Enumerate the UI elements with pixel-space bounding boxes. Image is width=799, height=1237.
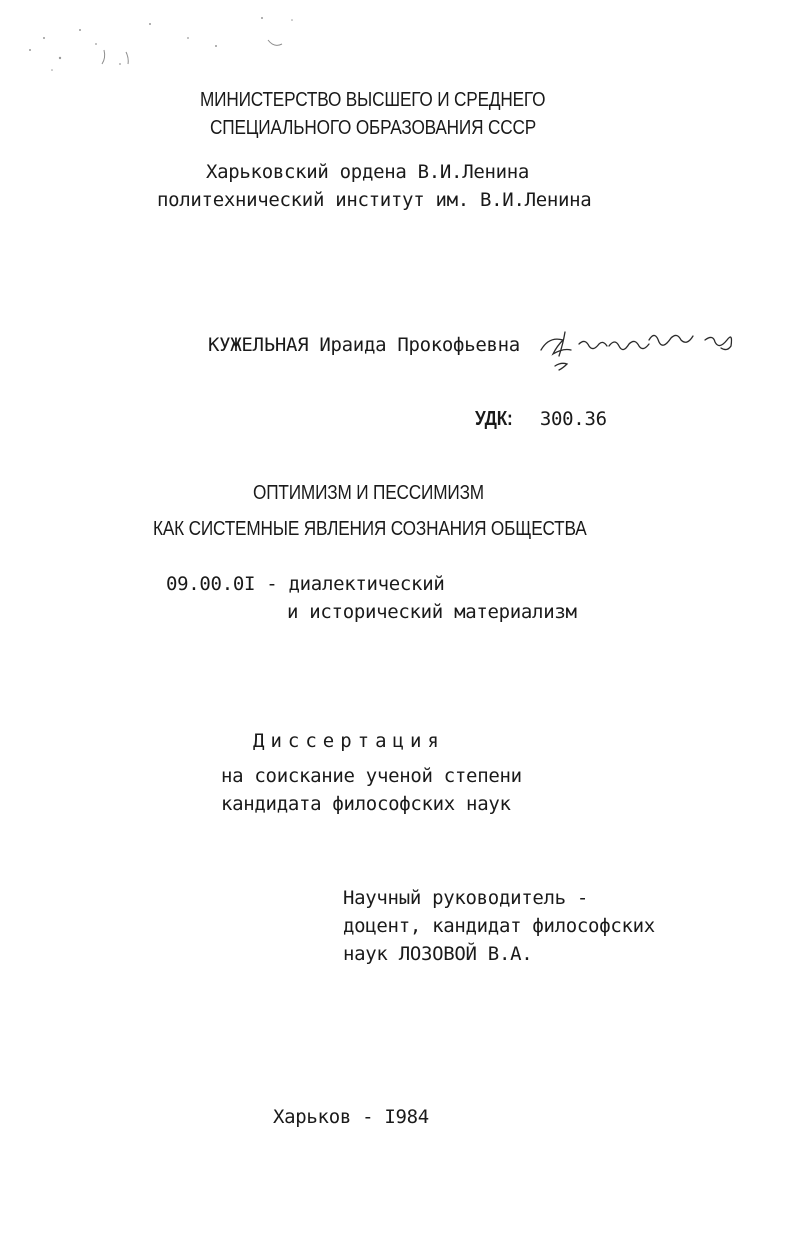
title-line-1: ОПТИМИЗМ И ПЕССИМИЗМ: [253, 482, 484, 504]
title-line-2: КАК СИСТЕМНЫЕ ЯВЛЕНИЯ СОЗНАНИЯ ОБЩЕСТВА: [153, 518, 587, 540]
supervisor-line-2: доцент, кандидат философских: [343, 915, 655, 937]
work-type-line-2: кандидата философских наук: [221, 793, 511, 815]
ministry-line-2: СПЕЦИАЛЬНОГО ОБРАЗОВАНИЯ СССР: [210, 117, 537, 139]
institute-line-2: политехнический институт им. В.И.Ленина: [157, 189, 592, 211]
work-type-heading: Диссертация: [253, 730, 445, 752]
work-type-line-1: на соискание ученой степени: [221, 765, 522, 787]
udc-label: УДК:: [475, 408, 513, 430]
supervisor-line-1: Научный руководитель -: [343, 887, 589, 909]
institute-line-1: Харьковский ордена В.И.Ленина: [206, 161, 530, 183]
supervisor-line-3: наук ЛОЗОВОЙ В.А.: [343, 943, 533, 965]
ministry-line-1: МИНИСТЕРСТВО ВЫСШЕГО И СРЕДНЕГО: [200, 89, 546, 111]
udc-line: [475, 407, 607, 431]
specialty-line-2: и исторический материализм: [287, 601, 577, 623]
author-signature: [535, 322, 745, 378]
author-name: КУЖЕЛЬНАЯ Ираида Прокофьевна: [208, 334, 520, 356]
specialty-line-1: 09.00.0I - диалектический: [166, 573, 445, 595]
udc-value: 300.36: [539, 408, 607, 430]
city-year: Харьков - I984: [273, 1106, 429, 1128]
